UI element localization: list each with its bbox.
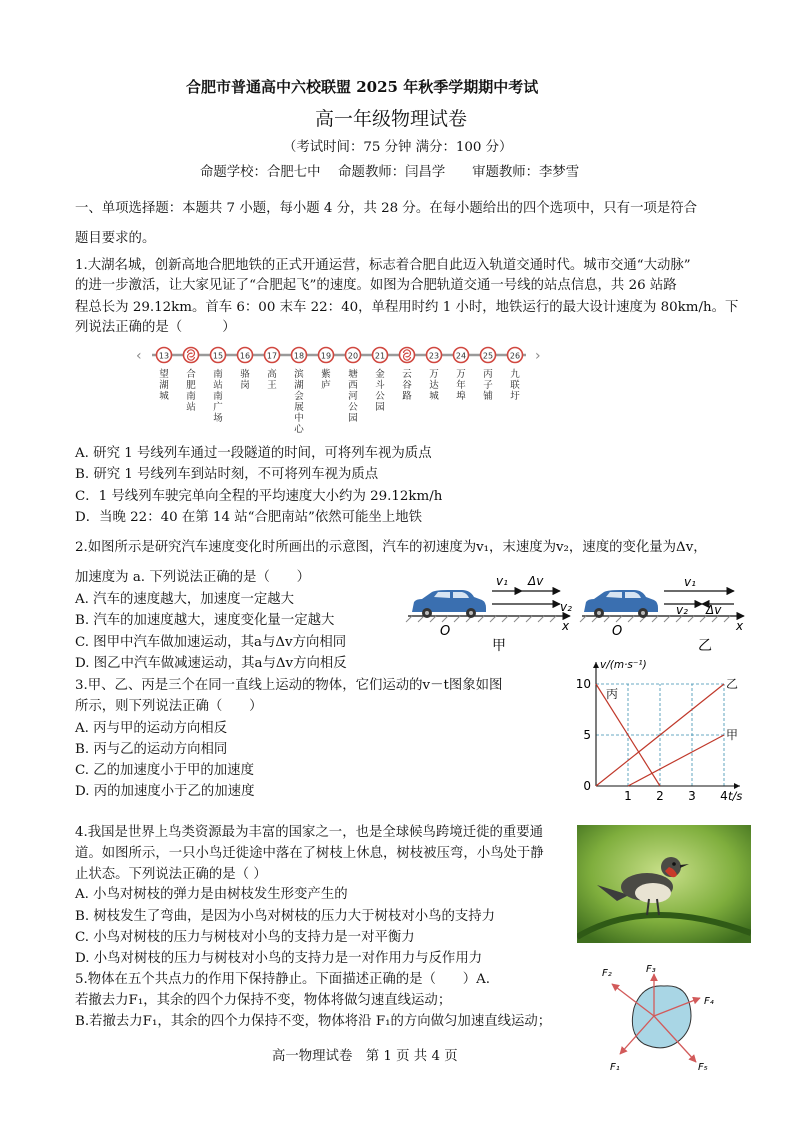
- station-name-char: 子: [483, 380, 493, 391]
- x-tick-label: 1: [624, 789, 632, 803]
- q1-option-d: D．当晚 22：40 在第 14 站“合肥南站”依然可能坐上地铁: [75, 510, 422, 525]
- q5-option-b: B.若撤去力F₁，其余的四个力保持不变，物体将沿 F₁的方向做匀加速直线运动；: [75, 1014, 552, 1029]
- q3-option-b: B. 丙与乙的运动方向相同: [75, 742, 228, 757]
- station-number: 16: [239, 351, 251, 361]
- metro-line-diagram: [130, 343, 550, 443]
- q2-option-a: A. 汽车的速度越大，加速度一定越大: [75, 592, 295, 607]
- station-number: 21: [374, 351, 386, 361]
- q2-option-b: B. 汽车的加速度越大，速度变化量一定越大: [75, 613, 335, 628]
- q4-line: 道。如图所示，一只小鸟迁徙途中落在了树枝上休息，树枝被压弯，小鸟处于静: [75, 846, 544, 861]
- station-number: 24: [455, 351, 467, 361]
- station-name-char: 展: [294, 402, 304, 413]
- q3-option-a: A. 丙与甲的运动方向相反: [75, 721, 228, 736]
- station-name-char: 河: [348, 391, 358, 402]
- station-name-char: 云: [402, 369, 412, 380]
- car-velocity-figure: [400, 570, 752, 655]
- station-name-char: 万: [429, 369, 439, 380]
- station-name-char: 南: [213, 391, 223, 402]
- station-number: 13: [158, 351, 170, 361]
- station-name-char: 会: [294, 391, 304, 402]
- station-name-char: 滨: [294, 369, 304, 380]
- series-label: 乙: [726, 677, 739, 691]
- station-name-char: 丙: [483, 369, 493, 380]
- q4-option-d: D. 小鸟对树枝的压力与树枝对小鸟的支持力是一对作用力与反作用力: [75, 951, 483, 966]
- origin-label: 0: [583, 779, 591, 793]
- q3-line: 3.甲、乙、丙是三个在同一直线上运动的物体，它们运动的v－t图象如图: [75, 678, 503, 693]
- station-name-char: 心: [294, 424, 304, 435]
- station-number: 20: [347, 351, 359, 361]
- q2-line: 加速度为 a. 下列说法正确的是（ ）: [75, 570, 311, 585]
- q4-line: 止状态。下列说法正确的是（ ）: [75, 867, 267, 882]
- station-name-char: 路: [402, 391, 412, 402]
- v1-label: v₁: [496, 574, 508, 588]
- series-line-甲: [628, 735, 724, 786]
- station-name-char: 西: [348, 380, 358, 391]
- station-name-char: 年: [456, 380, 466, 391]
- v1-label: v₁: [684, 575, 696, 589]
- q2-option-c: C. 图甲中汽车做加速运动，其a与Δv方向相同: [75, 635, 347, 650]
- station-name-char: 南: [213, 369, 223, 380]
- station-name-char: 园: [375, 402, 385, 413]
- q3-line: 所示，则下列说法正确（ ）: [75, 699, 263, 714]
- x-axis-title: t/s: [728, 789, 743, 803]
- station-name-char: 湖: [294, 380, 304, 391]
- q5-line: 5.物体在五个共点力的作用下保持静止。下面描述正确的是（ ）A.: [75, 972, 491, 987]
- section-heading-cont: 题目要求的。: [75, 231, 156, 246]
- q1-option-b: B. 研究 1 号线列车到站时刻，不可将列车视为质点: [75, 467, 379, 482]
- station-name-char: 南: [186, 391, 196, 402]
- q4-line: 4.我国是世界上鸟类资源最为丰富的国家之一，也是全球候鸟跨境迁徙的重要通: [75, 825, 544, 840]
- caption-jia: 甲: [492, 638, 506, 654]
- station-name-char: 骆: [240, 369, 250, 380]
- station-name-char: 金: [375, 369, 385, 380]
- q5-option-a: 若撤去力F₁，其余的四个力保持不变，物体将做匀速直线运动；: [75, 993, 452, 1008]
- car-figure-jia: [406, 574, 572, 654]
- series-label: 甲: [726, 728, 739, 742]
- station-name-char: 谷: [402, 380, 412, 391]
- station-name-char: 中: [294, 413, 304, 424]
- station-name-char: 站: [186, 402, 196, 413]
- f1-label: F₁: [610, 1062, 620, 1073]
- station-name-char: 九: [510, 369, 520, 380]
- car-icon: [412, 590, 486, 618]
- q3-option-c: C. 乙的加速度小于甲的加速度: [75, 763, 254, 778]
- f5-label: F₅: [698, 1062, 708, 1073]
- caption-yi: 乙: [698, 638, 712, 654]
- station-name-char: 湖: [159, 380, 169, 391]
- q3-option-d: D. 丙的加速度小于乙的加速度: [75, 784, 255, 799]
- f2-label: F₂: [602, 968, 612, 979]
- y-axis-arrow: [593, 662, 599, 668]
- car-figure-yi: [580, 575, 744, 654]
- v2-label: v₂: [560, 600, 572, 614]
- station-name-char: 广: [213, 402, 223, 413]
- y-axis-title: v/(m·s⁻¹): [600, 659, 647, 671]
- y-tick-label: 5: [583, 728, 591, 742]
- station-number: 25: [482, 351, 494, 361]
- station-name-char: 紫: [321, 369, 331, 380]
- vt-graph: [572, 656, 747, 806]
- x-axis-label: x: [736, 619, 744, 633]
- station-number: 19: [320, 351, 332, 361]
- station-name-char: 塘: [348, 369, 358, 380]
- station-name-char: 圩: [510, 391, 520, 402]
- q4-option-a: A. 小鸟对树枝的弹力是由树枝发生形变产生的: [75, 887, 348, 902]
- q1-option-c: C．1 号线列车驶完单向全程的平均速度大小约为 29.12km/h: [75, 489, 443, 504]
- x-tick-label: 2: [656, 789, 664, 803]
- station-number: 23: [428, 351, 440, 361]
- station-name-char: 王: [267, 380, 277, 391]
- q1-line: 1.大湖名城，创新高地合肥地铁的正式开通运营，标志着合肥自此迈入轨道交通时代。城市交通“大动脉”: [75, 258, 691, 273]
- page-footer: 高一物理试卷 第 1 页 共 4 页: [272, 1049, 458, 1064]
- v2-label: v₂: [676, 603, 688, 617]
- q2-option-d: D. 图乙中汽车做减速运动，其a与Δv方向相反: [75, 656, 347, 671]
- station-name-char: 公: [348, 402, 358, 413]
- station-name-char: 合: [186, 369, 196, 380]
- station-number: 17: [266, 351, 278, 361]
- f3-label: F₃: [646, 964, 656, 975]
- station-name-char: 铺: [483, 391, 493, 402]
- station-name-char: 庐: [321, 380, 331, 391]
- force-diagram: [602, 962, 720, 1074]
- section-heading: 一、单项选择题：本题共 7 小题，每小题 4 分，共 28 分。在每小题给出的四个选项中，只有一项是符合: [75, 201, 698, 216]
- origin-label: O: [440, 624, 451, 639]
- y-tick-label: 10: [575, 677, 591, 691]
- f4-label: F₄: [704, 996, 714, 1007]
- station-name-char: 公: [375, 391, 385, 402]
- station-name-char: 岗: [240, 380, 250, 391]
- series-label: 丙: [606, 687, 619, 701]
- exam-name: 合肥市普通高中六校联盟 2025 年秋季学期期中考试: [186, 78, 539, 96]
- station-number: 18: [293, 351, 305, 361]
- station-number: 15: [212, 351, 224, 361]
- station-number: 26: [509, 351, 521, 361]
- q4-option-c: C. 小鸟对树枝的压力与树枝对小鸟的支持力是一对平衡力: [75, 930, 415, 945]
- origin-label: O: [612, 624, 623, 639]
- station-name-char: 城: [429, 391, 439, 402]
- q1-line: 程总长为 29.12km。首车 6：00 末车 22：40，单程用时约 1 小时，地铁运行的最大设计速度为 80km/h。下: [75, 300, 739, 315]
- station-name-char: 望: [159, 369, 169, 380]
- station-name-char: 肥: [186, 380, 196, 391]
- q2-line: 2.如图所示是研究汽车速度变化时所画出的示意图，汽车的初速度为v₁，末速度为v₂，速度的变化量为Δv，: [75, 540, 707, 555]
- station-name-char: 高: [267, 369, 277, 380]
- station-name-char: 站: [213, 380, 223, 391]
- station-name-char: 斗: [375, 380, 385, 391]
- station-name-char: 达: [429, 380, 439, 391]
- chevron-right-icon: ›: [535, 348, 541, 364]
- paper-title: 高一年级物理试卷: [315, 108, 468, 130]
- x-tick-label: 3: [688, 789, 696, 803]
- x-tick-label: 4: [720, 789, 728, 803]
- bird-on-branch-photo: [577, 825, 751, 943]
- q1-line: 的进一步激活，让大家见证了“合肥起飞”的速度。如图为合肥轨道交通一号线的站点信息，共 26 站路: [75, 278, 677, 293]
- station-name-char: 园: [348, 413, 358, 424]
- dv-label: Δv: [528, 574, 544, 588]
- x-axis-label: x: [562, 619, 570, 633]
- car-icon: [584, 590, 658, 618]
- q4-option-b: B. 树枝发生了弯曲，是因为小鸟对树枝的压力大于树枝对小鸟的支持力: [75, 909, 496, 924]
- q1-line: 列说法正确的是（ ）: [75, 320, 236, 335]
- station-name-char: 联: [510, 380, 520, 391]
- time-score: （考试时间：75 分钟 满分：100 分）: [283, 140, 513, 155]
- q1-option-a: A. 研究 1 号线列车通过一段隧道的时间，可将列车视为质点: [75, 446, 432, 461]
- station-name-char: 埠: [456, 391, 466, 402]
- author-line: 命题学校：合肥七中 命题教师：闫昌学 审题教师：李梦雪: [200, 165, 580, 180]
- chevron-left-icon: ‹: [136, 348, 142, 364]
- station-name-char: 万: [456, 369, 466, 380]
- dv-label: Δv: [706, 603, 722, 617]
- station-name-char: 场: [213, 413, 223, 424]
- station-name-char: 城: [159, 391, 169, 402]
